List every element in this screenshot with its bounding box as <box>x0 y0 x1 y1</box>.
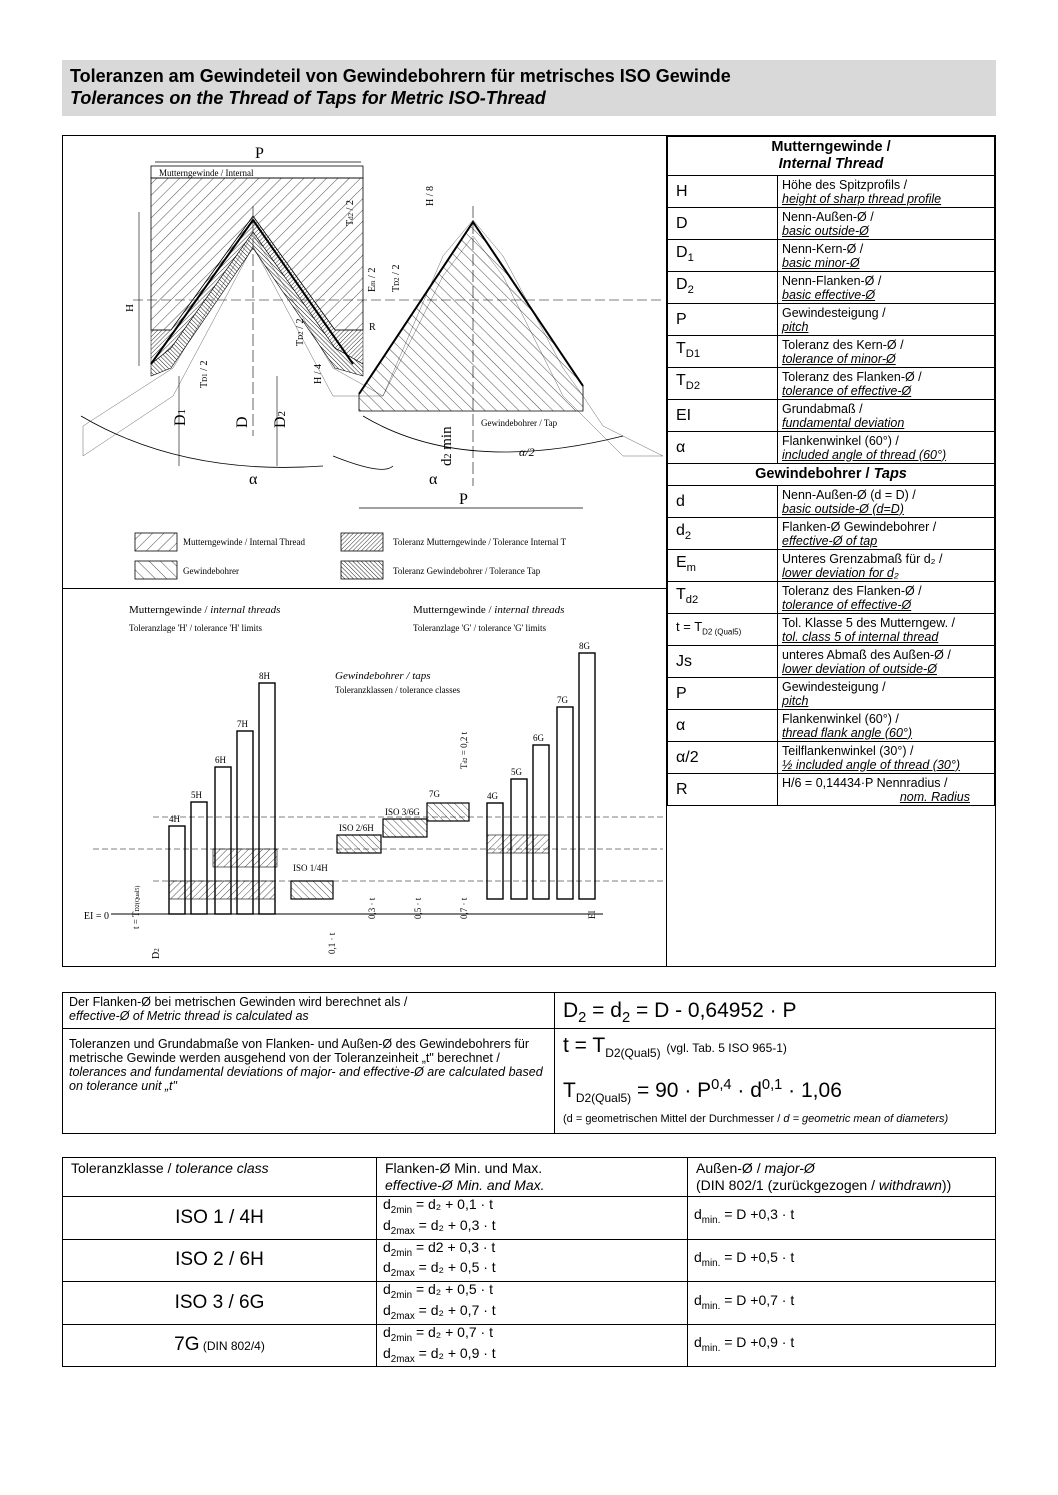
table-row <box>63 1197 996 1240</box>
formula-row2-text <box>63 1029 555 1133</box>
legend-symbol: EI <box>668 400 778 432</box>
class-cell <box>63 1324 377 1367</box>
effective-cell <box>377 1282 688 1325</box>
left-title: Mutterngewinde / internal threads <box>129 604 281 616</box>
legend-desc <box>778 742 995 774</box>
d2max-value: = d₂ + 0,5 · t <box>418 1259 496 1276</box>
legend-symbol: R <box>668 774 778 806</box>
table-row <box>63 1239 996 1282</box>
title-german: Toleranzen am Gewindeteil von Gewindebohrern für metrisches ISO Gewinde <box>70 66 731 86</box>
label-td2-2: TD2 / 2 <box>295 318 306 346</box>
label-td2-half: TD2 / 2 <box>391 264 402 292</box>
legend-sym-sub: D1 <box>685 348 701 361</box>
tolerance-position-svg <box>63 589 667 966</box>
main-figure-box <box>62 135 996 967</box>
legend-desc <box>778 336 995 368</box>
class-cell: ISO 3 / 6G <box>63 1282 377 1325</box>
legend-sym-sub: D2 (Qual5) <box>702 627 742 637</box>
legend-sym-main: E <box>676 553 687 571</box>
legend-desc <box>778 646 995 678</box>
legend-sym-sub: 2 <box>687 284 694 297</box>
d-note-en: d = geometric mean of diameters) <box>783 1113 949 1126</box>
legend-row <box>668 774 995 806</box>
formula-d-symbol: D <box>563 999 579 1022</box>
zone-iso3-g <box>487 835 549 853</box>
dmin-sym: d <box>694 1206 702 1223</box>
legend-desc-en: pitch <box>782 319 809 334</box>
major-cell <box>688 1197 996 1240</box>
taps-header <box>668 464 995 486</box>
col-header-effective-de: Flanken-Ø Min. und Max. <box>385 1160 543 1176</box>
taps-title: Gewindebohrer / taps <box>335 670 431 682</box>
label-td1-half: Td2 / 2 <box>345 200 356 226</box>
d2min-value: = d₂ + 0,5 · t <box>415 1281 493 1298</box>
major-cell <box>688 1324 996 1367</box>
pitch-label-top: P <box>255 145 264 162</box>
legend-symbol: H <box>668 176 778 208</box>
label-t03: 0,3 · t <box>367 897 377 919</box>
t-definition <box>563 1031 987 1068</box>
legend-desc <box>778 518 995 550</box>
taps-header-en: Taps <box>873 466 907 482</box>
formula-row2-en: tolerances and fundamental deviations of major- and effective-Ø are calculated based on tolerance unit „t" <box>69 1065 543 1093</box>
dmin-sub: min. <box>701 1342 721 1354</box>
col-header-class-en: tolerance class <box>175 1160 269 1176</box>
bar-6g <box>533 745 549 899</box>
td2-sub: D2(Qual5) <box>575 1091 632 1106</box>
legend-row <box>668 368 995 400</box>
bar-7g <box>557 707 573 899</box>
label-t01: 0,1 · t <box>327 932 337 954</box>
legend-row <box>668 304 995 336</box>
legend-desc <box>778 240 995 272</box>
legend-desc-en: height of sharp thread profile <box>782 191 942 206</box>
legend-sym-sub: d2 <box>685 594 699 607</box>
d2min-value: = d₂ + 0,7 · t <box>415 1323 493 1340</box>
legend-desc-de: Toleranz des Kern-Ø / <box>782 337 904 352</box>
col-header-class <box>63 1158 377 1197</box>
td2-formula <box>563 1070 987 1113</box>
zone-7g-tap <box>427 803 469 821</box>
legend-desc-de: Flanken-Ø Gewindebohrer / <box>782 519 937 534</box>
d-note <box>563 1113 987 1125</box>
label-alpha-half: α/2 <box>519 445 535 459</box>
formula-d-eq: = d <box>586 999 622 1022</box>
d2max-sub: 2max <box>390 1353 415 1365</box>
legend-desc-en: basic minor-Ø <box>782 255 860 270</box>
legend-text-internal: Mutterngewinde / Internal Thread <box>183 537 306 547</box>
right-subtitle: Toleranzlage 'G' / tolerance 'G' limits <box>413 623 547 633</box>
legend-desc <box>778 582 995 614</box>
legend-desc-en: basic outside-Ø (d=D) <box>782 501 904 516</box>
class-cell: ISO 2 / 6H <box>63 1239 377 1282</box>
thread-profile-diagram <box>63 136 667 589</box>
label-d2min: d2 min <box>439 426 455 466</box>
legend-row <box>668 518 995 550</box>
label-7g: 7G <box>557 695 568 705</box>
legend-desc <box>778 678 995 710</box>
table-row <box>63 1282 996 1325</box>
label-iso3: ISO 3/6G <box>385 807 420 817</box>
legend-symbol: P <box>668 678 778 710</box>
legend-desc-de: Nenn-Außen-Ø / <box>782 209 874 224</box>
col-header-major-en: major-Ø <box>764 1160 815 1176</box>
formula-row1-de: Der Flanken-Ø bei metrischen Gewinden wird berechnet als / <box>69 995 408 1009</box>
thread-profile-svg <box>63 136 667 589</box>
legend-desc <box>778 368 995 400</box>
ei-zero-label: EI = 0 <box>83 911 109 922</box>
d2max-sub: 2max <box>390 1310 415 1322</box>
label-6g: 6G <box>533 733 544 743</box>
label-td1-2: TD1 / 2 <box>199 360 210 388</box>
legend-symbol <box>668 614 778 646</box>
d2max-sub: 2max <box>390 1268 415 1280</box>
label-d2-axis: D2 <box>151 948 162 959</box>
d-note-de: (d = geometrischen Mittel der Durchmesser / <box>563 1113 784 1126</box>
d2min-value: = d₂ + 0,1 · t <box>415 1196 493 1212</box>
label-iso1: ISO 1/4H <box>293 863 328 873</box>
legend-desc <box>778 774 995 806</box>
td2-symbol: T <box>563 1079 576 1103</box>
legend-desc-en: lower deviation of outside-Ø <box>782 661 937 676</box>
legend-symbol <box>668 518 778 550</box>
td2-eq: = 90 · P <box>631 1079 712 1103</box>
legend-sym-sub: D2 <box>685 380 701 393</box>
d2max-sym: d <box>383 1216 391 1233</box>
d2max-sym: d <box>383 1301 391 1318</box>
internal-header-en: Internal Thread <box>778 156 884 172</box>
legend-desc-de: Unteres Grenzabmaß für d₂ / <box>782 551 943 566</box>
d2min-sub: 2min <box>390 1332 413 1344</box>
class-cell: ISO 1 / 4H <box>63 1197 377 1240</box>
legend-swatch-internal <box>135 533 177 551</box>
t-sub: D2(Qual5) <box>605 1046 661 1061</box>
legend-sym-main: t = T <box>676 618 703 634</box>
legend-symbol <box>668 368 778 400</box>
legend-sym-sub: m <box>686 562 696 575</box>
dmin-sym: d <box>694 1334 702 1351</box>
effective-cell <box>377 1197 688 1240</box>
zone-iso1-tap <box>291 881 333 899</box>
d2min-sym: d <box>383 1323 391 1340</box>
legend-row <box>668 176 995 208</box>
legend-desc-de: Gewindesteigung / <box>782 305 886 320</box>
formula-row2-formula <box>555 1029 995 1133</box>
d2min-sym: d <box>383 1281 391 1298</box>
d2min-sub: 2min <box>390 1289 413 1301</box>
d2max-sym: d <box>383 1259 391 1276</box>
legend-desc-en: tolerance of effective-Ø <box>782 383 912 398</box>
legend-row <box>668 400 995 432</box>
legend-text-tol-internal: Toleranz Mutterngewinde / Tolerance Internal T <box>393 537 567 547</box>
legend-row <box>668 614 995 646</box>
legend-symbol: α <box>668 432 778 464</box>
t-eq: t = T <box>563 1034 606 1057</box>
td2-exp2: 0,1 <box>761 1077 783 1094</box>
legend-swatch-tol-tap <box>341 561 383 579</box>
legend-symbol: D <box>668 208 778 240</box>
legend-desc-de: Flankenwinkel (60°) / <box>782 433 899 448</box>
dmin-value: = D +0,7 · t <box>724 1291 795 1308</box>
label-d2: D2 <box>272 410 289 428</box>
legend-desc <box>778 208 995 240</box>
bar-8h <box>259 683 275 914</box>
dmin-sym: d <box>694 1248 702 1265</box>
pitch-label-bottom: P <box>459 491 468 508</box>
label-alpha-left: α <box>249 471 258 488</box>
legend-desc <box>778 614 995 646</box>
tolerance-class-table <box>62 1157 996 1367</box>
legend-desc <box>778 710 995 742</box>
td2-tail: · 1,06 <box>782 1079 842 1103</box>
d2max-sym: d <box>383 1344 391 1361</box>
legend-desc-de: Toleranz des Flanken-Ø / <box>782 369 922 384</box>
dmin-value: = D +0,5 · t <box>724 1248 795 1265</box>
label-5g: 5G <box>511 767 522 777</box>
label-h4: H / 4 <box>313 364 324 384</box>
legend-row <box>668 272 995 304</box>
label-d: D <box>234 416 251 428</box>
label-4g: 4G <box>487 791 498 801</box>
legend-desc-de: Höhe des Spitzprofils / <box>782 177 908 192</box>
dmin-sub: min. <box>701 1215 721 1227</box>
legend-sym-main: T <box>676 339 686 357</box>
dmin-value: = D +0,3 · t <box>724 1206 795 1223</box>
legend-desc-de: Flankenwinkel (60°) / <box>782 711 899 726</box>
td2-mid: · d <box>731 1079 762 1103</box>
internal-label: Mutterngewinde / Internal <box>159 168 254 178</box>
label-tap: Gewindebohrer / Tap <box>481 418 558 428</box>
legend-sym-main: d <box>676 521 685 539</box>
legend-symbol <box>668 272 778 304</box>
col-header-major-note-c: )) <box>941 1177 952 1193</box>
zone-iso1-h <box>169 881 275 899</box>
d2max-sub: 2max <box>390 1225 415 1237</box>
d2min-sym: d <box>383 1196 391 1212</box>
effective-cell <box>377 1324 688 1367</box>
legend-desc-en: thread flank angle (60°) <box>782 725 913 740</box>
internal-header-de: Mutterngewinde / <box>771 139 891 155</box>
legend-desc-en: included angle of thread (60°) <box>782 447 947 462</box>
formula-row1-text <box>63 993 555 1029</box>
legend-row <box>668 550 995 582</box>
zone-iso3-tap <box>383 819 427 837</box>
legend-desc-de: Nenn-Kern-Ø / <box>782 241 864 256</box>
legend-desc-de: Gewindesteigung / <box>782 679 886 694</box>
legend-desc-de: unteres Abmaß des Außen-Ø / <box>782 647 951 662</box>
legend-desc-de: Toleranz des Flanken-Ø / <box>782 583 922 598</box>
legend-symbol: α/2 <box>668 742 778 774</box>
col-header-major-note-a: (DIN 802/1 (zurückgezogen / <box>696 1177 879 1193</box>
label-t05: 0,5 · t <box>413 897 423 919</box>
legend-desc-en: fundamental deviation <box>782 415 905 430</box>
legend-sym-main: T <box>676 371 686 389</box>
table-header-row <box>63 1158 996 1197</box>
bar-8g <box>579 653 595 899</box>
label-t-eq: t = TD2(Qual5) <box>131 885 141 929</box>
legend-row <box>668 432 995 464</box>
dmin-sub: min. <box>701 1300 721 1312</box>
formula-row1-formula: $D_2 = d_2 = D - 0,64952 \cdot P$ <box>555 993 995 1029</box>
major-cell <box>688 1239 996 1282</box>
class-cell-note: (DIN 802/4) <box>199 1339 265 1354</box>
label-em: Em / 2 <box>367 267 378 292</box>
col-header-effective <box>377 1158 688 1197</box>
legend-row <box>668 208 995 240</box>
legend-swatch-tol-internal <box>341 533 383 551</box>
symbol-legend-table <box>667 136 995 806</box>
legend-symbol: d <box>668 486 778 518</box>
legend-symbol <box>668 240 778 272</box>
label-h8: H / 8 <box>425 186 436 206</box>
formula-box <box>62 992 996 1134</box>
legend-desc-de: Nenn-Flanken-Ø / <box>782 273 882 288</box>
legend-symbol <box>668 336 778 368</box>
legend-desc-de: H/6 = 0,14434·P Nennradius / <box>782 775 948 790</box>
table-row <box>63 1324 996 1367</box>
taps-header-de: Gewindebohrer / <box>755 466 874 482</box>
legend-row <box>668 678 995 710</box>
legend-desc <box>778 272 995 304</box>
legend-desc-de: Nenn-Außen-Ø (d = D) / <box>782 487 916 502</box>
bar-4h <box>169 826 185 914</box>
legend-symbol: P <box>668 304 778 336</box>
right-title: Mutterngewinde / internal threads <box>413 604 565 616</box>
taps-subtitle: Toleranzklassen / tolerance classes <box>335 685 461 695</box>
d2min-value: = d2 + 0,3 · t <box>415 1238 496 1255</box>
label-td: Td2 = 0,2 t <box>459 731 469 769</box>
d2min-sub: 2min <box>390 1204 413 1216</box>
internal-thread-header <box>668 137 995 176</box>
title-english: Tolerances on the Thread of Taps for Metric ISO-Thread <box>70 88 546 108</box>
label-h: H <box>124 304 136 312</box>
legend-symbol <box>668 550 778 582</box>
left-subtitle: Toleranzlage 'H' / tolerance 'H' limits <box>129 623 263 633</box>
legend-desc <box>778 432 995 464</box>
col-header-major <box>688 1158 996 1197</box>
legend-row <box>668 710 995 742</box>
label-8h: 8H <box>259 671 270 681</box>
formula-d-rhs: = D - 0,64952 · P <box>630 999 797 1022</box>
col-header-class-de: Toleranzklasse / <box>71 1160 176 1176</box>
t-note: (vgl. Tab. 5 ISO 965-1) <box>666 1041 787 1055</box>
arc-mid <box>333 456 393 469</box>
legend-row <box>668 742 995 774</box>
label-8g: 8G <box>579 641 590 651</box>
col-header-major-de: Außen-Ø / <box>696 1160 765 1176</box>
legend-desc-en: tolerance of minor-Ø <box>782 351 896 366</box>
legend-sym-main: D <box>676 243 688 261</box>
legend-row <box>668 486 995 518</box>
legend-desc-en: pitch <box>782 693 809 708</box>
zone-iso2-h <box>213 849 277 867</box>
legend-text-tap: Gewindebohrer <box>183 566 239 576</box>
tap-material <box>359 222 583 411</box>
major-cell <box>688 1282 996 1325</box>
legend-sym-main: T <box>676 585 686 603</box>
legend-row <box>668 646 995 678</box>
class-cell-main: 7G <box>174 1334 200 1356</box>
label-d1: D1 <box>172 408 189 426</box>
legend-desc-en: tolerance of effective-Ø <box>782 597 912 612</box>
td2-exp1: 0,4 <box>711 1077 732 1094</box>
legend-sym-sub: 1 <box>687 252 694 265</box>
legend-desc-en: nom. Radius <box>899 789 970 804</box>
dmin-value: = D +0,9 · t <box>724 1334 795 1351</box>
label-ei: EI <box>587 910 597 919</box>
legend-desc-en: basic outside-Ø <box>782 223 869 238</box>
d2min-sym: d <box>383 1238 391 1255</box>
col-header-effective-en: effective-Ø Min. and Max. <box>385 1177 545 1193</box>
label-iso2: ISO 2/6H <box>339 823 374 833</box>
legend-symbol: α <box>668 710 778 742</box>
effective-cell <box>377 1239 688 1282</box>
legend-swatch-tap <box>135 561 177 579</box>
legend-desc-en: tol. class 5 of internal thread <box>782 629 939 644</box>
legend-desc <box>778 550 995 582</box>
label-alpha-mid: α <box>429 471 438 488</box>
label-5h: 5H <box>191 790 202 800</box>
legend-row <box>668 240 995 272</box>
legend-sym-main: D <box>676 275 688 293</box>
label-r: R <box>369 322 376 333</box>
legend-desc-en: basic effective-Ø <box>782 287 876 302</box>
legend-desc-de: Teilflankenwinkel (30°) / <box>782 743 914 758</box>
col-header-major-note-b: withdrawn <box>878 1177 942 1193</box>
label-t07: 0,7 · t <box>459 897 469 919</box>
dmin-sub: min. <box>701 1257 721 1269</box>
legend-desc-de: Grundabmaß / <box>782 401 863 416</box>
legend-sym-sub: 2 <box>684 530 692 543</box>
legend-desc <box>778 304 995 336</box>
label-7g-tap: 7G <box>429 789 440 799</box>
legend-desc <box>778 486 995 518</box>
legend-text-tol-tap: Toleranz Gewindebohrer / Tolerance Tap <box>393 566 541 576</box>
legend-desc-en: effective-Ø of tap <box>782 533 878 548</box>
label-7h: 7H <box>237 719 248 729</box>
legend-row <box>668 582 995 614</box>
d2max-value: = d₂ + 0,9 · t <box>418 1344 496 1361</box>
d2min-sub: 2min <box>390 1247 413 1259</box>
d2max-value: = d₂ + 0,7 · t <box>418 1301 496 1318</box>
dmin-sym: d <box>694 1291 702 1308</box>
legend-row <box>668 336 995 368</box>
page-header <box>62 60 996 116</box>
legend-symbol <box>668 582 778 614</box>
legend-desc <box>778 176 995 208</box>
legend-desc <box>778 400 995 432</box>
zone-iso2-tap <box>337 835 381 853</box>
label-6h: 6H <box>215 755 226 765</box>
formula-row1-en: effective-Ø of Metric thread is calculated as <box>69 1009 309 1023</box>
legend-symbol: Js <box>668 646 778 678</box>
d2max-value: = d₂ + 0,3 · t <box>418 1216 496 1233</box>
label-4h: 4H <box>169 814 180 824</box>
tolerance-position-diagram <box>63 589 667 966</box>
legend-desc-en: ½ included angle of thread (30°) <box>782 757 961 772</box>
legend-desc-de: Tol. Klasse 5 des Mutterngew. / <box>782 615 956 630</box>
legend-desc-en: lower deviation for d₂ <box>782 565 899 580</box>
formula-row2-de: Toleranzen und Grundabmaße von Flanken- und Außen-Ø des Gewindebohrers für metrische Gewinde werden ausgehend von der Toleranzeinheit „t" berechnet / <box>69 1037 529 1065</box>
